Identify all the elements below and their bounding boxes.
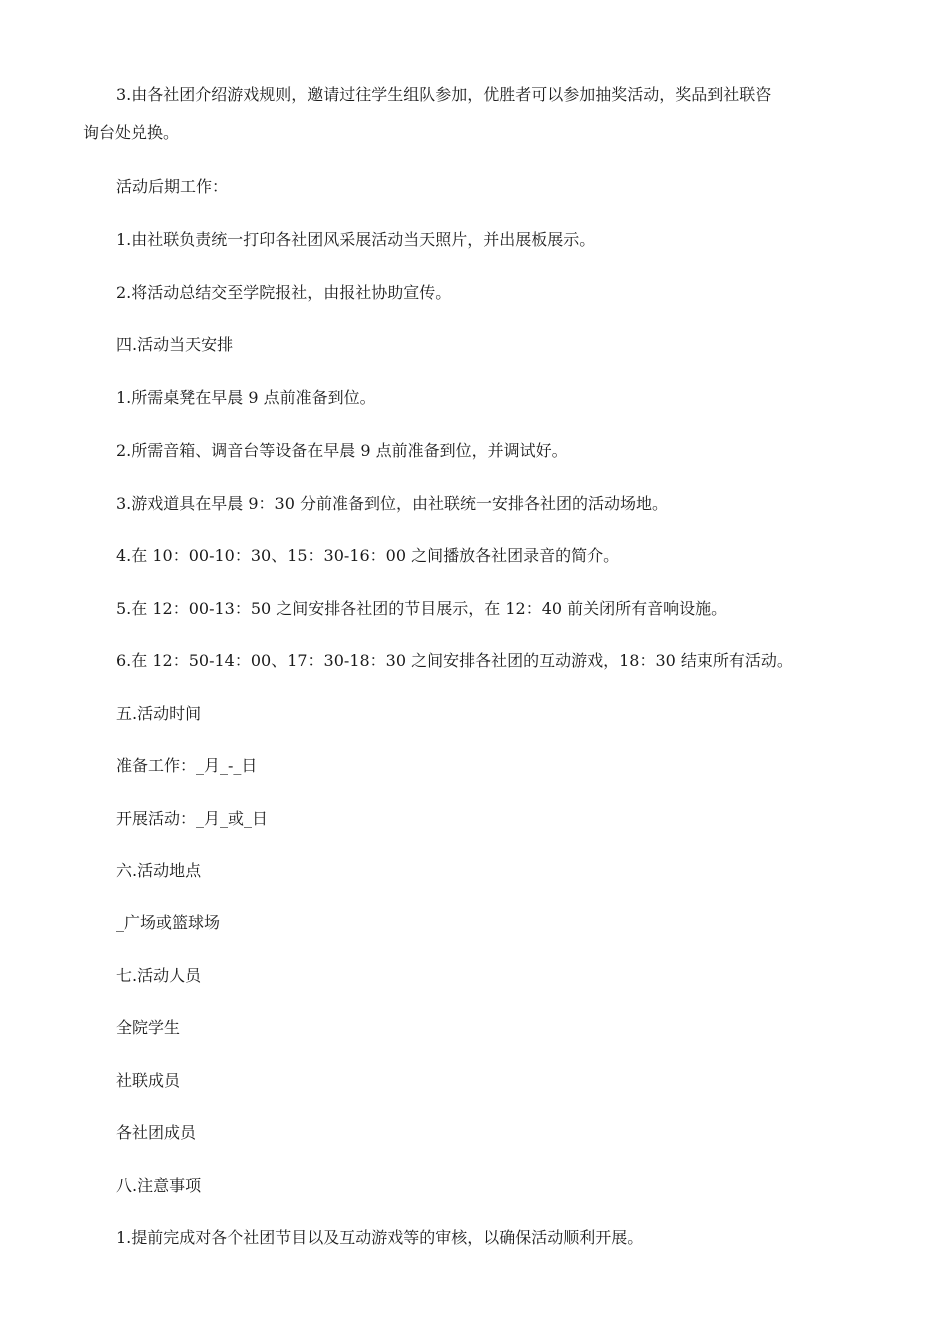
paragraph-review-in-advance: 1.提前完成对各个社团节目以及互动游戏等的审核，以确保活动顺利开展。 [116, 1228, 644, 1247]
paragraph-all-students: 全院学生 [116, 1018, 181, 1037]
paragraph-tables-chairs: 1.所需桌凳在早晨 9 点前准备到位。 [116, 388, 376, 407]
paragraph-game-props: 3.游戏道具在早晨 9：30 分前准备到位，由社联统一安排各社团的活动场地。 [116, 494, 668, 513]
paragraph-location: _广场或篮球场 [116, 913, 221, 932]
paragraph-show-programs: 5.在 12：00-13：50 之间安排各社团的节目展示，在 12：40 前关闭所有音响设施。 [116, 599, 728, 618]
paragraph-club-members: 各社团成员 [116, 1123, 197, 1142]
paragraph-print-photos: 1.由社联负责统一打印各社团风采展活动当天照片，并出展板展示。 [116, 230, 596, 249]
heading-post-activity-work: 活动后期工作： [116, 177, 229, 196]
paragraph-game-rules: 3.由各社团介绍游戏规则，邀请过往学生组队参加，优胜者可以参加抽奖活动，奖品到社联咨 [116, 85, 772, 104]
section-heading-notes: 八.注意事项 [116, 1176, 202, 1195]
paragraph-event-date: 开展活动：_月_或_日 [116, 809, 269, 828]
paragraph-interactive-games: 6.在 12：50-14：00、17：30-18：30 之间安排各社团的互动游戏，18：30 结束所有活动。 [116, 651, 793, 670]
paragraph-play-recordings: 4.在 10：00-10：30、15：30-16：00 之间播放各社团录音的简介。 [116, 546, 620, 565]
section-heading-activity-time: 五.活动时间 [116, 704, 202, 723]
section-heading-activity-location: 六.活动地点 [116, 861, 202, 880]
paragraph-summary-to-press: 2.将活动总结交至学院报社，由报社协助宣传。 [116, 283, 452, 302]
paragraph-union-members: 社联成员 [116, 1071, 181, 1090]
section-heading-participants: 七.活动人员 [116, 966, 202, 985]
section-heading-day-schedule: 四.活动当天安排 [116, 335, 234, 354]
paragraph-audio-equipment: 2.所需音箱、调音台等设备在早晨 9 点前准备到位，并调试好。 [116, 441, 568, 460]
paragraph-preparation-date: 准备工作：_月_-_日 [116, 756, 258, 775]
paragraph-game-rules-continued: 询台处兑换。 [83, 123, 180, 142]
